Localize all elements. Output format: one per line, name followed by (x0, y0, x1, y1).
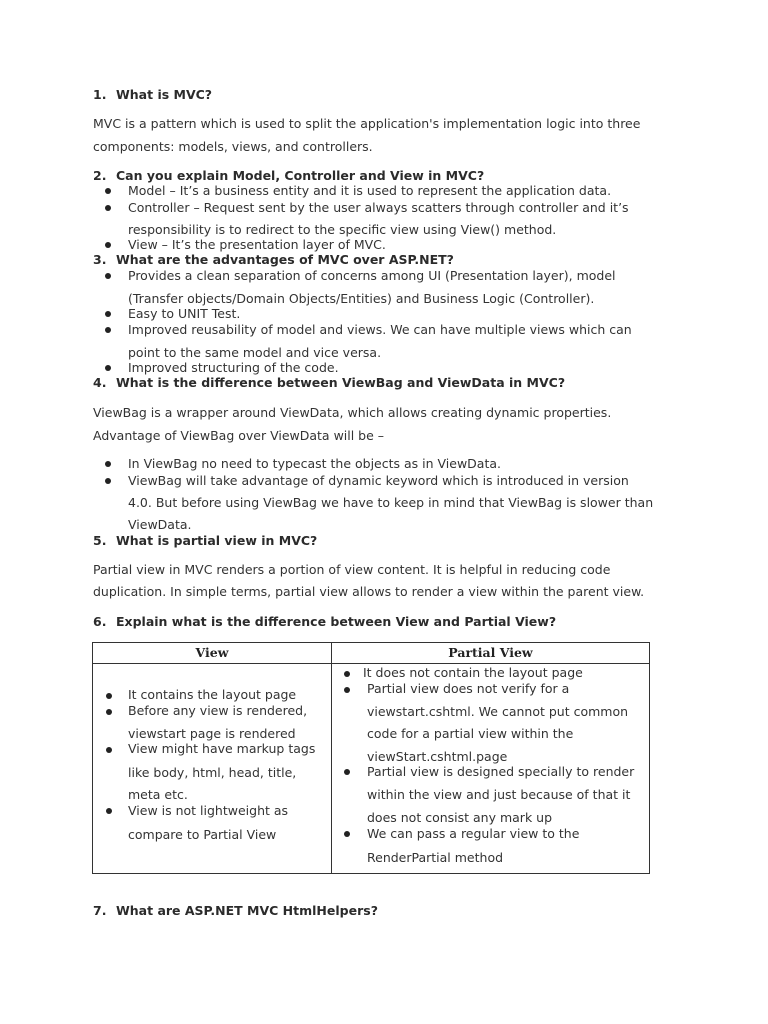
question-6-heading (93, 614, 556, 629)
list-item: Improved reusability of model and views. We can have multiple views which can (128, 322, 632, 337)
question-7-heading (93, 903, 378, 918)
question-2-heading (93, 168, 484, 183)
answer-line: ViewBag is a wrapper around ViewData, which allows creating dynamic properties. (93, 405, 612, 420)
question-1-heading (93, 87, 212, 102)
list-item: Easy to UNIT Test. (128, 306, 241, 321)
list-item: ViewBag will take advantage of dynamic keyword which is introduced in version (128, 473, 629, 488)
question-number: 4. (93, 375, 107, 390)
table-cell-line: Partial view is designed specially to render (367, 764, 635, 779)
list-item: Provides a clean separation of concerns among UI (Presentation layer), model (128, 268, 616, 283)
list-item-continuation: ViewData. (128, 517, 192, 532)
bullet-icon (105, 205, 111, 211)
question-number: 3. (93, 252, 107, 267)
table-header-view: View (195, 645, 229, 660)
table-cell-line: Before any view is rendered, (128, 703, 308, 718)
bullet-icon (105, 327, 111, 333)
comparison-table (92, 642, 650, 874)
question-3-heading (93, 252, 454, 267)
question-number: 1. (93, 87, 107, 102)
bullet-icon (106, 808, 112, 814)
question-number: 7. (93, 903, 107, 918)
table-cell-line: compare to Partial View (128, 827, 277, 842)
question-text: What is the difference between ViewBag and ViewData in MVC? (116, 375, 566, 390)
list-item: View – It’s the presentation layer of MVC. (128, 237, 386, 252)
answer-line: duplication. In simple terms, partial view allows to render a view within the parent view. (93, 584, 645, 599)
question-5-heading (93, 533, 317, 548)
table-cell-line: It does not contain the layout page (363, 665, 583, 680)
table-cell-line: code for a partial view within the (367, 726, 574, 741)
question-number: 5. (93, 533, 107, 548)
table-cell-line: RenderPartial method (367, 850, 504, 865)
bullet-icon (105, 273, 111, 279)
list-item: Model – It’s a business entity and it is used to represent the application data. (128, 183, 612, 198)
bullet-icon (105, 461, 111, 467)
bullet-icon (106, 747, 112, 753)
bullet-icon (106, 709, 112, 715)
question-text: What is MVC? (116, 87, 213, 102)
bullet-icon (106, 693, 112, 699)
answer-line: MVC is a pattern which is used to split the application's implementation logic into three (93, 116, 641, 131)
table-cell-line: View is not lightweight as (128, 803, 289, 818)
list-item-continuation: responsibility is to redirect to the specific view using View() method. (128, 222, 557, 237)
question-text: Explain what is the difference between View and Partial View? (116, 614, 557, 629)
table-column-divider (331, 643, 332, 873)
bullet-icon (105, 311, 111, 317)
question-text: What is partial view in MVC? (116, 533, 318, 548)
bullet-icon (344, 831, 350, 837)
list-item: In ViewBag no need to typecast the objects as in ViewData. (128, 456, 501, 471)
table-cell-line: It contains the layout page (128, 687, 297, 702)
answer-line: Partial view in MVC renders a portion of view content. It is helpful in reducing code (93, 562, 611, 577)
table-cell-line: viewStart.cshtml.page (367, 749, 508, 764)
list-item: Controller – Request sent by the user always scatters through controller and it’s (128, 200, 629, 215)
list-item-continuation: 4.0. But before using ViewBag we have to keep in mind that ViewBag is slower than (128, 495, 654, 510)
table-cell-line: View might have markup tags (128, 741, 316, 756)
bullet-icon (105, 478, 111, 484)
question-4-heading (93, 375, 565, 390)
answer-line: components: models, views, and controllers. (93, 139, 373, 154)
bullet-icon (344, 671, 350, 677)
list-item-continuation: (Transfer objects/Domain Objects/Entities) and Business Logic (Controller). (128, 291, 595, 306)
table-cell-line: meta etc. (128, 787, 188, 802)
question-text: Can you explain Model, Controller and View in MVC? (116, 168, 485, 183)
table-header-divider (93, 663, 649, 664)
table-cell-line: viewstart page is rendered (128, 726, 296, 741)
question-number: 6. (93, 614, 107, 629)
table-cell-line: within the view and just because of that it (367, 787, 631, 802)
bullet-icon (105, 365, 111, 371)
answer-line: Advantage of ViewBag over ViewData will be – (93, 428, 385, 443)
list-item-continuation: point to the same model and vice versa. (128, 345, 382, 360)
question-text: What are ASP.NET MVC HtmlHelpers? (116, 903, 378, 918)
table-cell-line: viewstart.cshtml. We cannot put common (367, 704, 629, 719)
table-cell-line: We can pass a regular view to the (367, 826, 580, 841)
list-item: Improved structuring of the code. (128, 360, 339, 375)
table-cell-line: like body, html, head, title, (128, 765, 297, 780)
bullet-icon (344, 769, 350, 775)
table-cell-line: does not consist any mark up (367, 810, 553, 825)
bullet-icon (105, 242, 111, 248)
question-text: What are the advantages of MVC over ASP.NET? (116, 252, 454, 267)
question-number: 2. (93, 168, 107, 183)
bullet-icon (105, 188, 111, 194)
bullet-icon (344, 687, 350, 693)
table-cell-line: Partial view does not verify for a (367, 681, 570, 696)
table-header-partial-view: Partial View (448, 645, 533, 660)
